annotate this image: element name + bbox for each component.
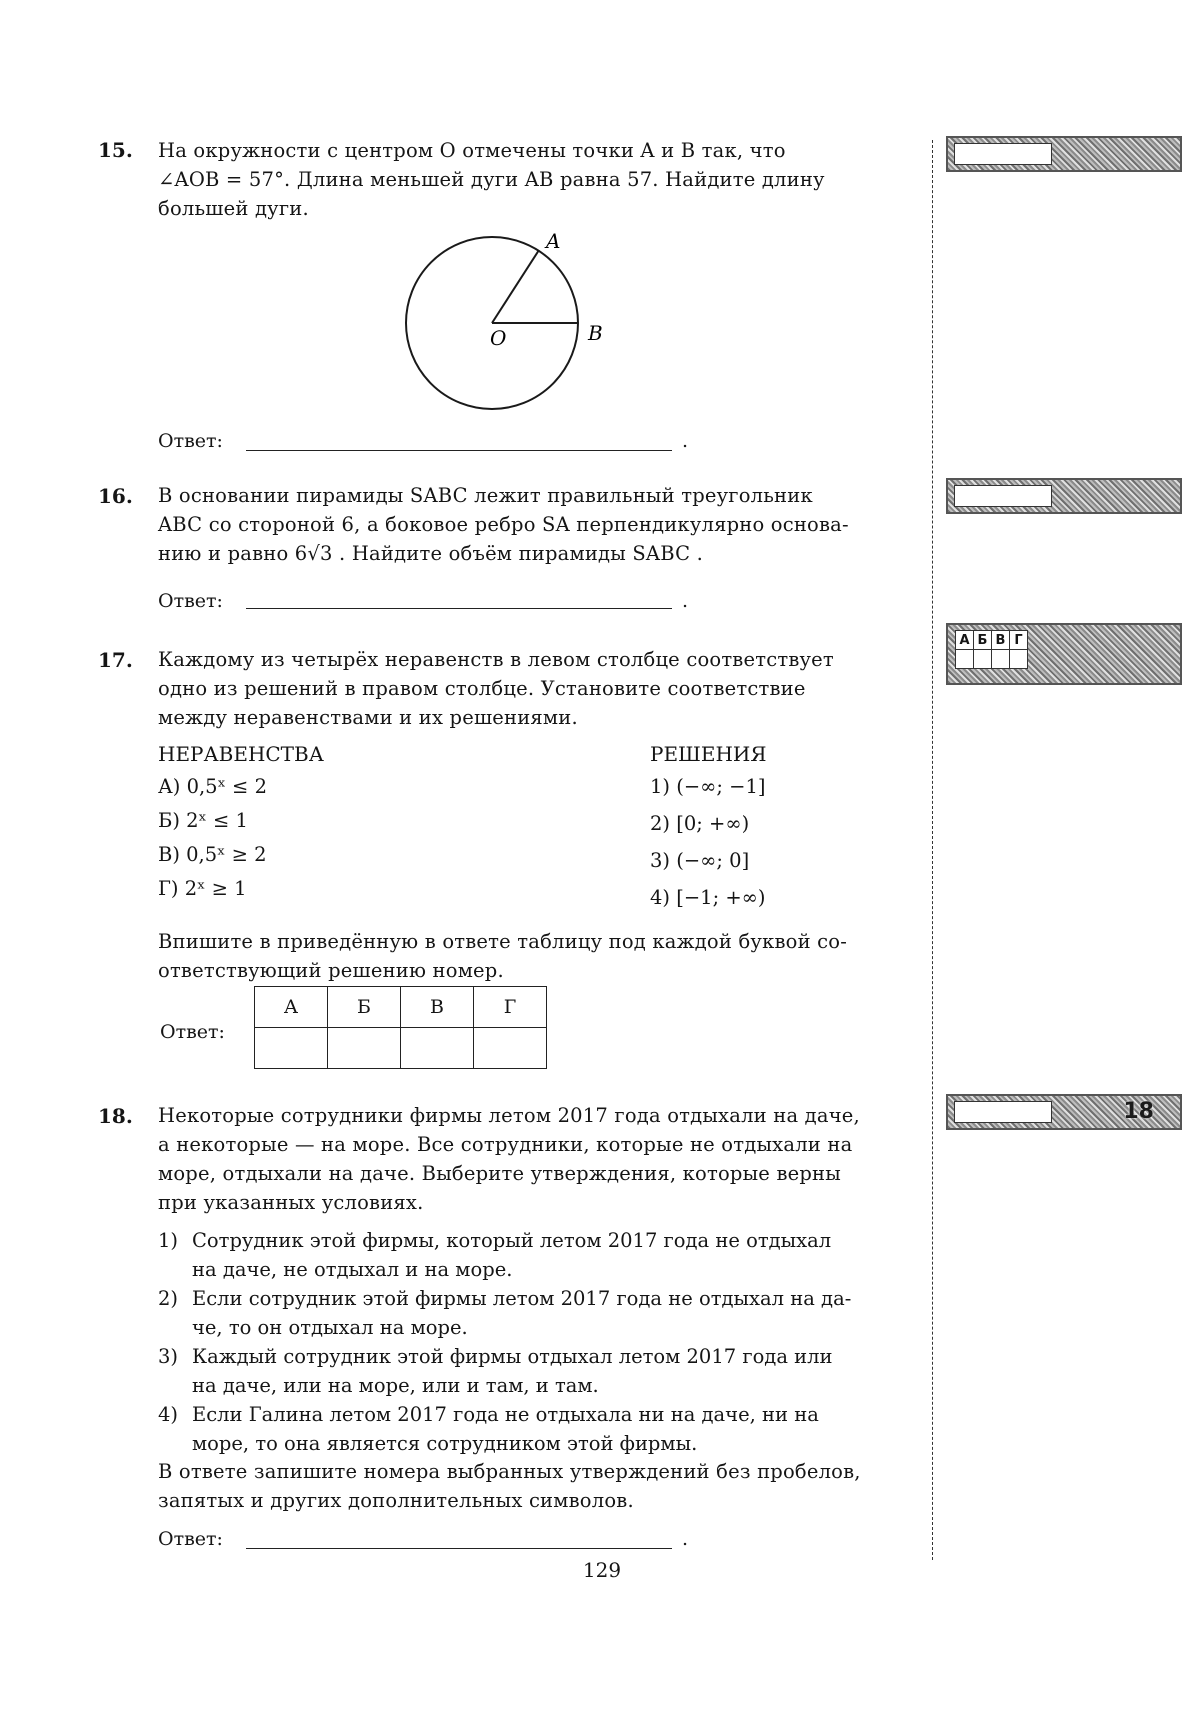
answer-header-g: Г — [474, 987, 547, 1028]
task-15-number: 15. — [98, 138, 133, 162]
solutions-header: РЕШЕНИЯ — [650, 742, 767, 766]
margin-grid-header-v: В — [992, 631, 1010, 650]
task-15-line-3: большей дуги. — [158, 197, 309, 220]
task-17-line-3: между неравенствами и их решениями. — [158, 706, 578, 729]
task-15-answer-label: Ответ: — [158, 430, 223, 452]
task-16-number: 16. — [98, 484, 133, 508]
cut-line — [932, 140, 933, 1560]
statement-3 — [158, 1342, 922, 1400]
statement-3-line-b: на даче, или на море, или и там, и там. — [192, 1374, 599, 1397]
margin-grid-header-g: Г — [1010, 631, 1028, 650]
inequality-a: А) 0,5ˣ ≤ 2 — [158, 775, 267, 798]
solution-4: 4) [−1; +∞) — [650, 886, 766, 909]
task-15-answer-field[interactable] — [246, 450, 672, 451]
inequality-g: Г) 2ˣ ≥ 1 — [158, 877, 247, 900]
answer-header-a: А — [255, 987, 328, 1028]
margin-box-15 — [946, 136, 1182, 172]
task-15-text — [158, 136, 922, 223]
task-17-instructions — [158, 927, 922, 985]
answer-cell-g[interactable] — [474, 1028, 547, 1069]
answer-cell-b[interactable] — [328, 1028, 401, 1069]
task-18-instructions — [158, 1457, 922, 1515]
answer-header-v: В — [401, 987, 474, 1028]
answer-cell-a[interactable] — [255, 1028, 328, 1069]
task-16-line-2: ABC со стороной 6, а боковое ребро SA перпендикулярно основа- — [158, 513, 849, 536]
answer-cell-v[interactable] — [401, 1028, 474, 1069]
task-15-line-1: На окружности с центром O отмечены точки A и B так, что — [158, 139, 786, 162]
task-15-line-2: ∠AOB = 57°. Длина меньшей дуги AB равна 57. Найдите длину — [158, 168, 825, 191]
task-18-answer-field[interactable] — [246, 1548, 672, 1549]
task-17-instr-1: Впишите в приведённую в ответе таблицу под каждой буквой со- — [158, 930, 848, 953]
answer-dot: . — [682, 430, 689, 452]
statement-3-line-a: Каждый сотрудник этой фирмы отдыхал летом 2017 года или — [192, 1345, 833, 1368]
task-17-answer-table — [254, 986, 547, 1069]
margin-grid-cell-a[interactable] — [956, 650, 974, 669]
solution-2: 2) [0; +∞) — [650, 812, 750, 835]
statement-1 — [158, 1226, 922, 1284]
answer-header-b: Б — [328, 987, 401, 1028]
task-18-answer-label: Ответ: — [158, 1528, 223, 1550]
task-18-line-3: море, отдыхали на даче. Выберите утверждения, которые верны — [158, 1162, 841, 1185]
inequality-b: Б) 2ˣ ≤ 1 — [158, 809, 248, 832]
answer-dot: . — [682, 1528, 689, 1550]
page-number: 129 — [582, 1558, 622, 1582]
task-16-answer-label: Ответ: — [158, 590, 223, 612]
center-o-label: O — [490, 326, 507, 350]
task-18-text — [158, 1101, 922, 1217]
margin-answer-cell-16[interactable] — [954, 485, 1052, 507]
margin-grid-cell-v[interactable] — [992, 650, 1010, 669]
task-18-instr-1: В ответе запишите номера выбранных утверждений без пробелов, — [158, 1460, 861, 1483]
statement-2 — [158, 1284, 922, 1342]
inequalities-header: НЕРАВЕНСТВА — [158, 742, 324, 766]
statement-2-number: 2) — [158, 1287, 179, 1310]
margin-label-18: 18 — [1123, 1099, 1154, 1124]
statement-2-line-a: Если сотрудник этой фирмы летом 2017 года не отдыхал на да- — [192, 1287, 852, 1310]
statement-3-number: 3) — [158, 1345, 179, 1368]
task-17-answer-label: Ответ: — [160, 1021, 225, 1043]
task-17-line-2: одно из решений в правом столбце. Установите соответствие — [158, 677, 806, 700]
task-16-text — [158, 481, 922, 568]
task-18-line-4: при указанных условиях. — [158, 1191, 424, 1214]
statement-1-line-a: Сотрудник этой фирмы, который летом 2017 года не отдыхал — [192, 1229, 832, 1252]
task-18-line-1: Некоторые сотрудники фирмы летом 2017 года отдыхали на даче, — [158, 1104, 860, 1127]
task-17-line-1: Каждому из четырёх неравенств в левом столбце соответствует — [158, 648, 834, 671]
solution-3: 3) (−∞; 0] — [650, 849, 750, 872]
margin-grid-cell-b[interactable] — [974, 650, 992, 669]
task-17-number: 17. — [98, 648, 133, 672]
inequality-v: В) 0,5ˣ ≥ 2 — [158, 843, 267, 866]
task-17-text — [158, 645, 922, 732]
margin-grid-17 — [955, 630, 1028, 669]
task-18-instr-2: запятых и других дополнительных символов. — [158, 1489, 634, 1512]
task-16-line-3: нию и равно 6√3 . Найдите объём пирамиды SABC . — [158, 542, 704, 565]
margin-grid-header-a: А — [956, 631, 974, 650]
task-18-line-2: а некоторые — на море. Все сотрудники, которые не отдыхали на — [158, 1133, 853, 1156]
radius-oa — [492, 250, 539, 323]
margin-grid-cell-g[interactable] — [1010, 650, 1028, 669]
task-16-answer-field[interactable] — [246, 608, 672, 609]
point-b-label: B — [588, 321, 603, 345]
margin-box-18 — [946, 1094, 1182, 1130]
margin-answer-cell-18[interactable] — [954, 1101, 1052, 1123]
solution-1: 1) (−∞; −1] — [650, 775, 766, 798]
margin-box-17 — [946, 623, 1182, 685]
circle-figure — [400, 230, 640, 420]
statement-1-line-b: на даче, не отдыхал и на море. — [192, 1258, 513, 1281]
task-16-line-1: В основании пирамиды SABC лежит правильный треугольник — [158, 484, 813, 507]
statement-4 — [158, 1400, 922, 1458]
statement-4-number: 4) — [158, 1403, 179, 1426]
statement-4-line-b: море, то она является сотрудником этой фирмы. — [192, 1432, 698, 1455]
statement-1-number: 1) — [158, 1229, 179, 1252]
task-17-instr-2: ответствующий решению номер. — [158, 959, 504, 982]
statement-2-line-b: че, то он отдыхал на море. — [192, 1316, 468, 1339]
answer-dot: . — [682, 590, 689, 612]
point-a-label: A — [546, 230, 561, 253]
statement-4-line-a: Если Галина летом 2017 года не отдыхала ни на даче, ни на — [192, 1403, 819, 1426]
margin-box-16 — [946, 478, 1182, 514]
task-18-number: 18. — [98, 1104, 133, 1128]
margin-grid-header-b: Б — [974, 631, 992, 650]
margin-answer-cell-15[interactable] — [954, 143, 1052, 165]
